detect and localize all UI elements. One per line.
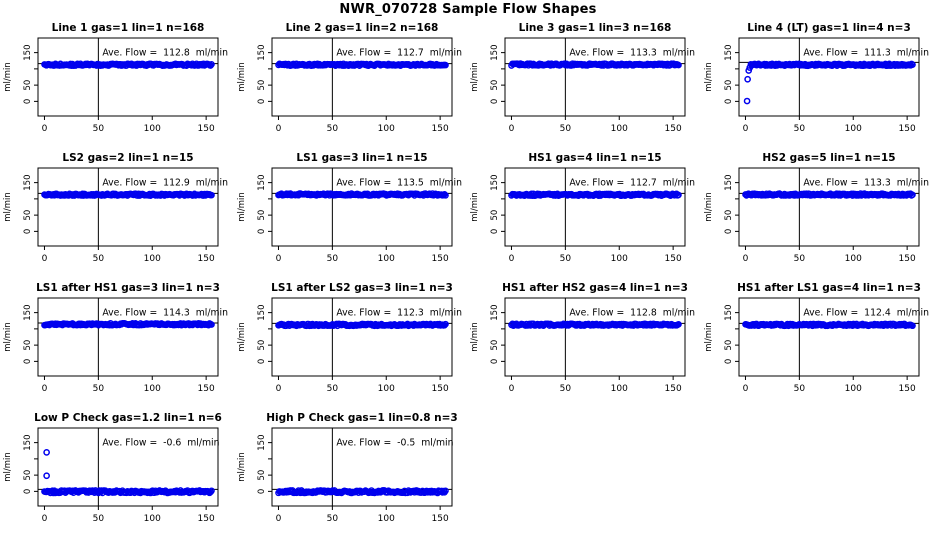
x-tick-label: 100 [610,254,628,264]
panel-title: LS2 gas=2 lin=1 n=15 [62,152,194,164]
x-tick-label: 0 [742,124,748,134]
y-axis-label: ml/min [3,62,13,92]
x-tick-label: 50 [326,384,338,394]
y-tick-label: 150 [23,304,33,321]
outlier-point [44,450,49,455]
x-tick-label: 150 [431,124,449,134]
y-axis-label: ml/min [236,452,247,482]
x-tick-label: 0 [41,124,48,134]
x-tick-label: 0 [41,254,48,264]
x-tick-label: 0 [508,254,515,264]
panel-title: HS1 gas=4 lin=1 n=15 [528,152,662,164]
y-tick-label: 0 [723,228,734,235]
y-tick-label: 50 [23,79,33,91]
x-tick-label: 100 [610,124,628,134]
x-tick-label: 150 [431,514,449,524]
y-axis-label: ml/min [3,452,13,482]
y-tick-label: 0 [256,98,267,105]
y-tick-label: 150 [723,304,734,321]
figure-title: NWR_070728 Sample Flow Shapes [339,2,597,17]
y-tick-label: 50 [723,339,734,351]
x-tick-label: 100 [377,384,395,394]
flow-panel-6 [234,148,466,278]
panel-title: HS1 after HS2 gas=4 lin=1 n=3 [502,282,688,294]
panel-title: LS1 gas=3 lin=1 n=15 [295,152,428,164]
y-axis-label: ml/min [470,322,480,352]
x-tick-label: 100 [143,514,161,524]
panel-title: LS1 after HS1 gas=3 lin=1 n=3 [36,282,220,294]
x-tick-label: 0 [742,384,748,394]
y-axis-label: ml/min [236,192,247,222]
y-axis-label: ml/min [703,192,714,222]
flow-panel-2 [234,18,466,148]
x-tick-label: 50 [92,384,105,394]
x-tick-label: 0 [508,124,515,134]
x-tick-label: 100 [143,254,161,264]
y-axis-label: ml/min [470,192,480,222]
x-tick-label: 0 [41,384,48,394]
flow-panel-13 [0,408,232,538]
y-tick-label: 50 [23,209,33,221]
x-tick-label: 0 [275,514,281,524]
y-axis-label: ml/min [236,62,247,92]
ave-flow-annotation: Ave. Flow = 112.3 ml/min [335,307,462,319]
x-tick-label: 100 [377,514,395,524]
panel-title: HS2 gas=5 lin=1 n=15 [761,152,896,164]
y-axis-label: ml/min [470,62,480,92]
flow-panel-8 [701,148,933,278]
y-tick-label: 50 [23,469,33,481]
ave-flow-annotation: Ave. Flow = 113.3 ml/min [569,47,696,59]
x-tick-label: 50 [559,254,572,264]
outlier-point [44,473,49,478]
x-tick-label: 0 [275,384,281,394]
y-tick-label: 0 [23,358,33,365]
x-tick-label: 150 [431,254,449,264]
y-tick-label: 50 [256,79,267,91]
y-tick-label: 50 [723,209,734,221]
y-tick-label: 150 [490,174,500,191]
flow-panel-1 [0,18,232,148]
y-tick-label: 50 [256,339,267,351]
y-axis-label: ml/min [703,62,714,92]
y-tick-label: 150 [23,44,33,61]
panel-title: HS1 after LS1 gas=4 lin=1 n=3 [736,282,921,294]
x-tick-label: 150 [664,384,682,394]
y-tick-label: 150 [256,304,267,321]
y-tick-label: 0 [256,228,267,235]
ave-flow-annotation: Ave. Flow = 112.4 ml/min [802,307,929,319]
y-tick-label: 150 [490,304,500,321]
outlier-point [745,77,750,82]
x-tick-label: 50 [559,124,572,134]
ave-flow-annotation: Ave. Flow = 112.9 ml/min [102,177,229,189]
ave-flow-annotation: Ave. Flow = -0.6 ml/min [102,437,220,449]
y-axis-label: ml/min [3,322,13,352]
x-tick-label: 50 [326,124,338,134]
x-tick-label: 150 [664,254,682,264]
ave-flow-annotation: Ave. Flow = 112.7 ml/min [569,177,696,189]
y-tick-label: 0 [23,228,33,235]
x-tick-label: 0 [275,254,281,264]
x-tick-label: 150 [197,124,215,134]
flow-panel-14 [234,408,466,538]
y-axis-label: ml/min [3,192,13,222]
panel-title: Low P Check gas=1.2 lin=1 n=6 [34,412,222,424]
ave-flow-annotation: Ave. Flow = 111.3 ml/min [802,47,929,59]
x-tick-label: 100 [377,254,395,264]
ave-flow-annotation: Ave. Flow = 113.5 ml/min [335,177,462,189]
x-tick-label: 50 [326,514,338,524]
x-tick-label: 150 [431,384,449,394]
x-tick-label: 150 [898,384,916,394]
y-tick-label: 50 [256,469,267,481]
x-tick-label: 50 [793,384,805,394]
x-tick-label: 50 [92,254,105,264]
flow-panel-11 [467,278,699,408]
ave-flow-annotation: Ave. Flow = 114.3 ml/min [102,307,229,319]
y-tick-label: 150 [23,434,33,451]
y-tick-label: 50 [490,209,500,221]
flow-panel-5 [0,148,232,278]
y-tick-label: 50 [723,79,734,91]
y-axis-label: ml/min [236,322,247,352]
x-tick-label: 50 [559,384,572,394]
x-tick-label: 50 [92,514,105,524]
x-tick-label: 100 [844,254,862,264]
y-tick-label: 0 [256,358,267,365]
x-tick-label: 50 [92,124,105,134]
x-tick-label: 50 [793,124,805,134]
y-tick-label: 0 [490,228,500,235]
y-tick-label: 150 [256,174,267,191]
ave-flow-annotation: Ave. Flow = 112.8 ml/min [102,47,229,59]
ave-flow-annotation: Ave. Flow = 112.8 ml/min [569,307,696,319]
panel-title: LS1 after LS2 gas=3 lin=1 n=3 [270,282,453,294]
y-tick-label: 150 [256,44,267,61]
y-tick-label: 150 [490,44,500,61]
y-tick-label: 0 [723,98,734,105]
x-tick-label: 150 [197,254,215,264]
y-tick-label: 0 [490,358,500,365]
x-tick-label: 100 [143,124,161,134]
panel-title: Line 3 gas=1 lin=3 n=168 [518,22,672,34]
panel-title: Line 1 gas=1 lin=1 n=168 [51,22,205,34]
ave-flow-annotation: Ave. Flow = 113.3 ml/min [802,177,929,189]
flow-panel-9 [0,278,232,408]
x-tick-label: 100 [377,124,395,134]
panel-title: High P Check gas=1 lin=0.8 n=3 [265,412,458,424]
panel-title: Line 4 (LT) gas=1 lin=4 n=3 [746,22,911,34]
flow-panel-10 [234,278,466,408]
y-tick-label: 50 [490,79,500,91]
panel-title: Line 2 gas=1 lin=2 n=168 [285,22,438,34]
x-tick-label: 150 [197,514,215,524]
flow-panel-4 [701,18,933,148]
y-tick-label: 0 [490,98,500,105]
y-tick-label: 0 [23,488,33,495]
outlier-point [744,98,749,103]
y-tick-label: 50 [490,339,500,351]
x-tick-label: 50 [793,254,805,264]
x-tick-label: 100 [844,124,862,134]
y-tick-label: 0 [256,488,267,495]
y-tick-label: 50 [256,209,267,221]
x-tick-label: 100 [844,384,862,394]
y-tick-label: 150 [723,174,734,191]
x-tick-label: 150 [664,124,682,134]
y-tick-label: 150 [23,174,33,191]
flow-panel-3 [467,18,699,148]
x-tick-label: 0 [742,254,748,264]
x-tick-label: 0 [275,124,281,134]
flow-panel-12 [701,278,933,408]
x-tick-label: 150 [898,254,916,264]
x-tick-label: 150 [197,384,215,394]
y-tick-label: 0 [23,98,33,105]
y-tick-label: 50 [23,339,33,351]
y-axis-label: ml/min [703,322,714,352]
x-tick-label: 100 [143,384,161,394]
ave-flow-annotation: Ave. Flow = 112.7 ml/min [335,47,462,59]
x-tick-label: 150 [898,124,916,134]
x-tick-label: 0 [41,514,48,524]
x-tick-label: 50 [326,254,338,264]
y-tick-label: 150 [256,434,267,451]
flow-panel-7 [467,148,699,278]
y-tick-label: 0 [723,358,734,365]
y-tick-label: 150 [723,44,734,61]
ave-flow-annotation: Ave. Flow = -0.5 ml/min [335,437,454,449]
x-tick-label: 100 [610,384,628,394]
x-tick-label: 0 [508,384,515,394]
